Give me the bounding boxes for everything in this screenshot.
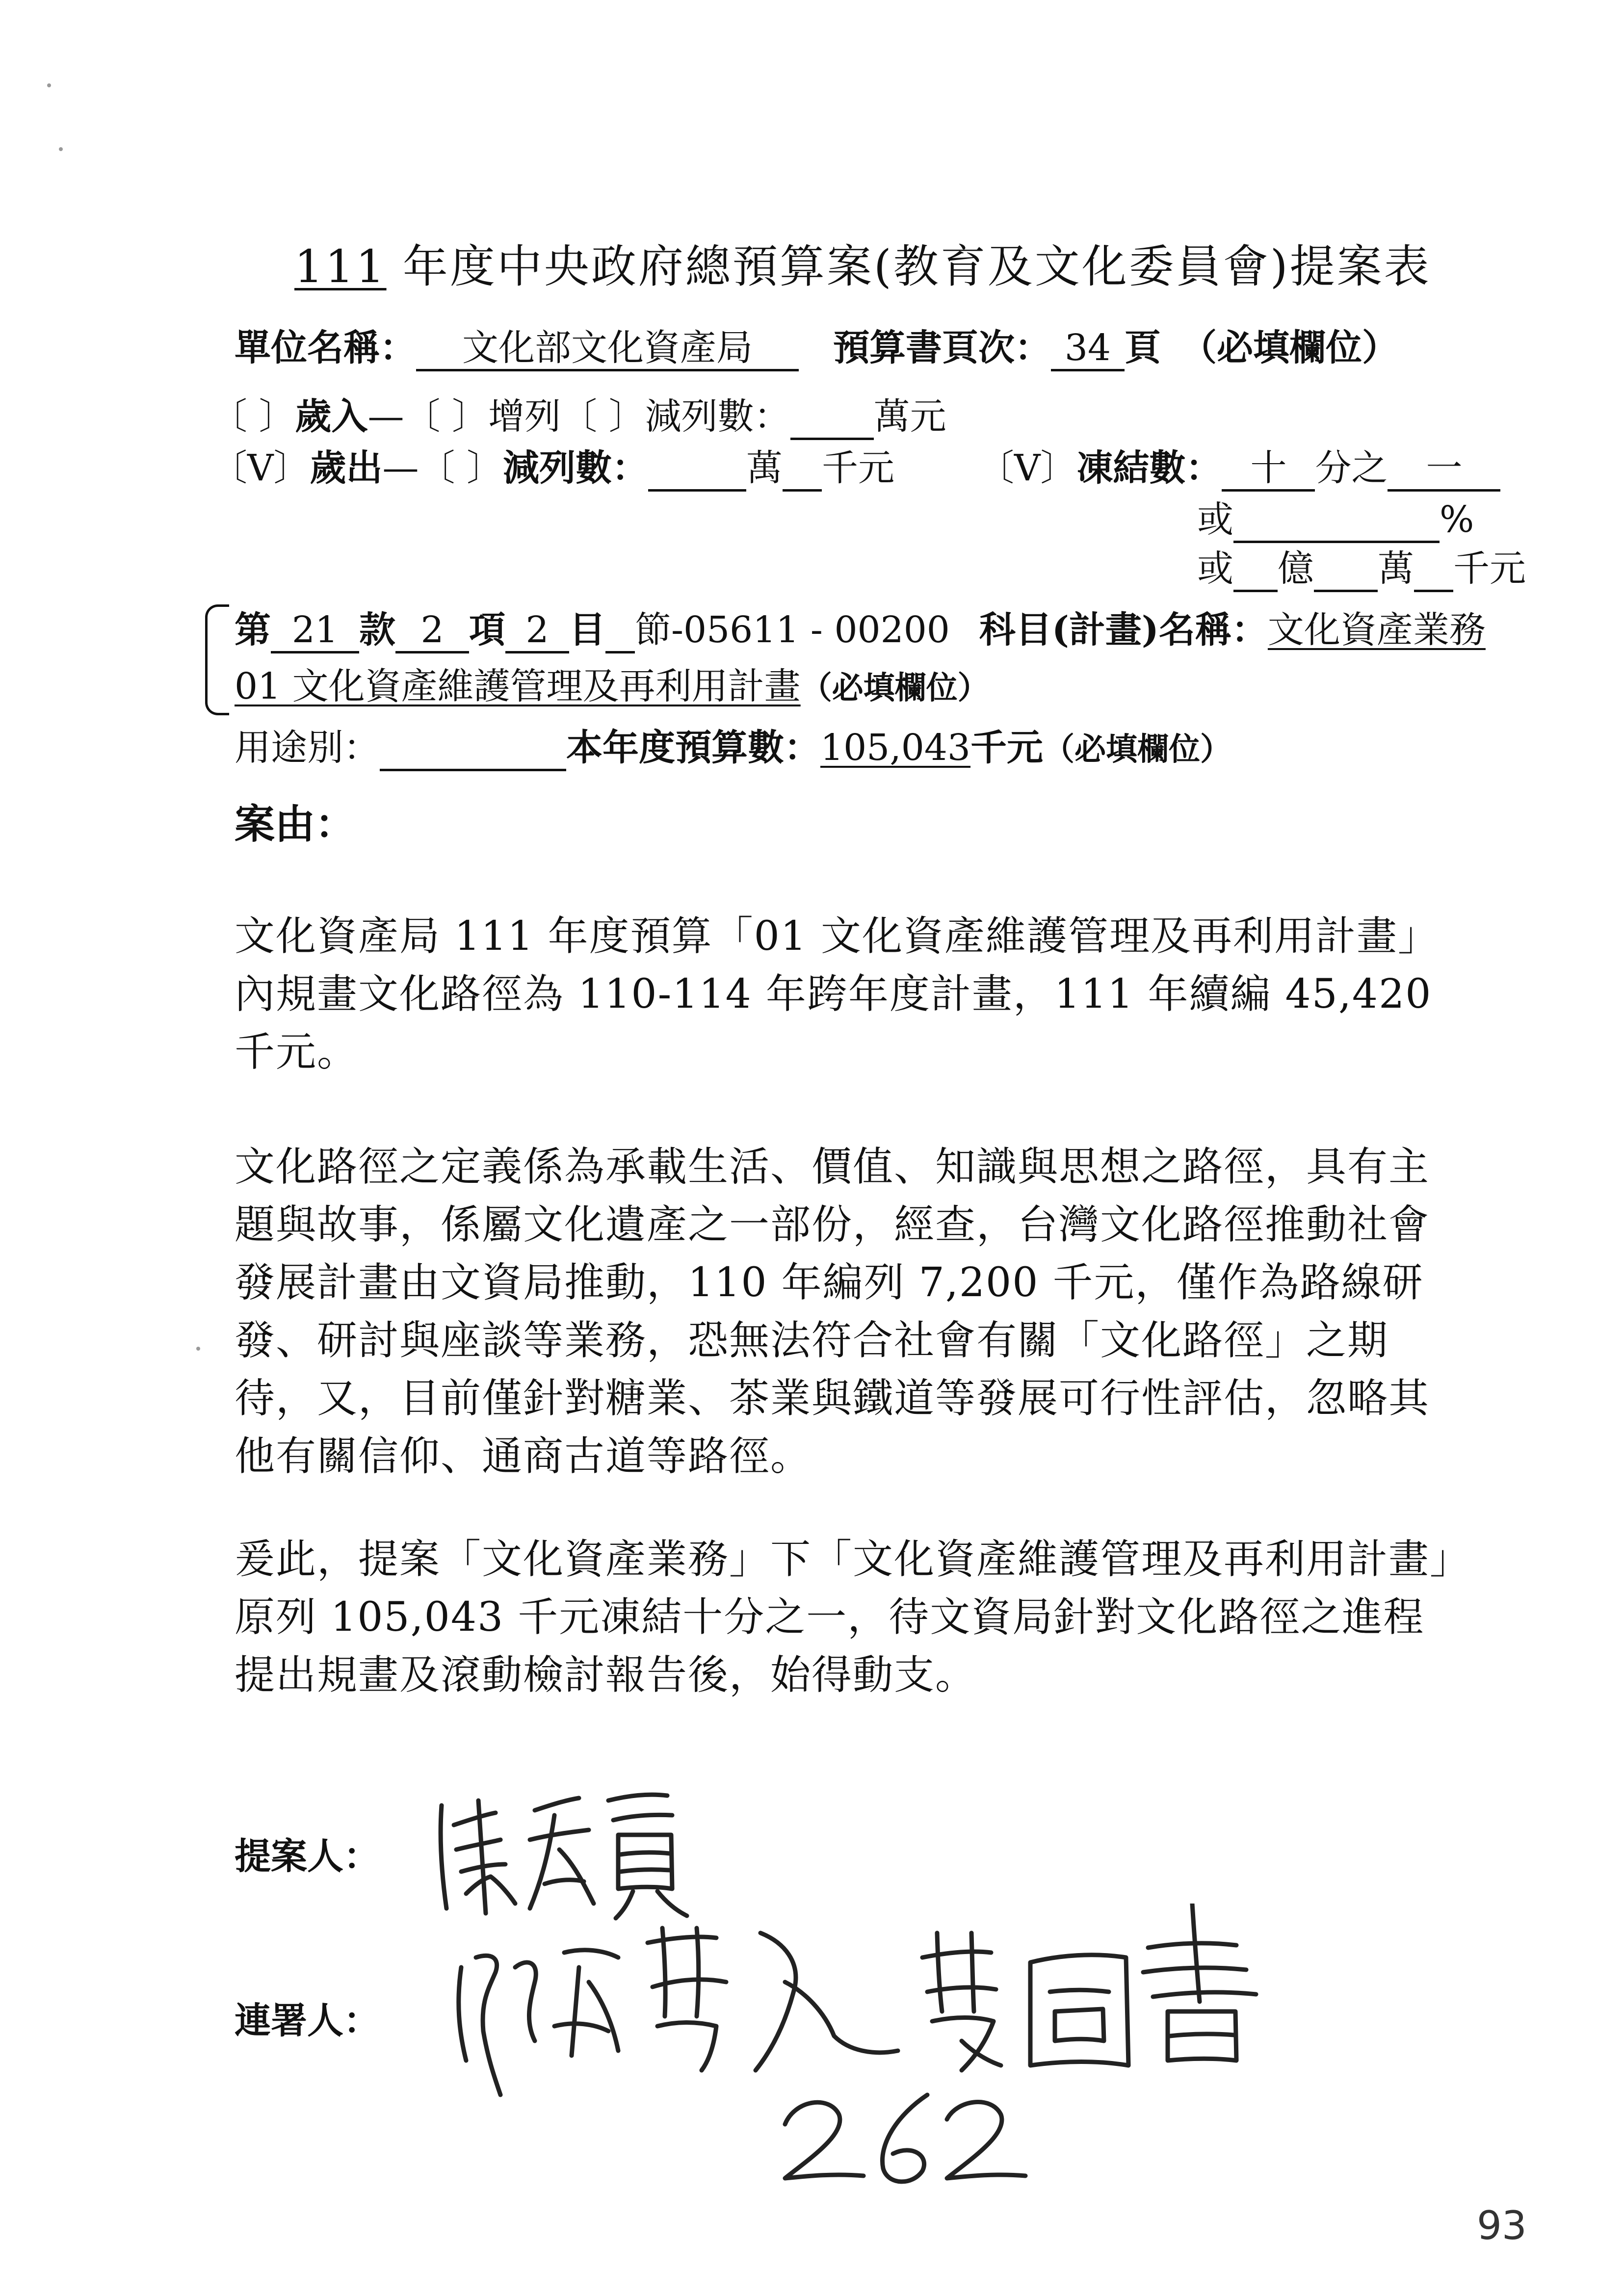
reason-paragraph-2: 文化路徑之定義係為承載生活、價值、知識與思想之路徑，具有主題與故事，係屬文化遺產之一部份，經查，台灣文化路徑推動社會發展計畫由文資局推動，110 年編列 7,200 千元，僅作為路線研發、研討與座談等業務，恐無法符合社會有關「文化路徑」之期待，又，目前僅針對糖業、茶業與鐵道等發展可行性評估，忽略其他有關信仰、通商古道等路徑。 bbox=[235, 1144, 1430, 1480]
usage-blank bbox=[380, 727, 566, 771]
or-amount-or: 或 bbox=[1197, 548, 1233, 590]
expense-row bbox=[211, 439, 1500, 492]
subject-name-label: 科目(計畫)名稱： bbox=[979, 609, 1268, 651]
plan-name: 01 文化資產維護管理及再利用計畫 bbox=[235, 665, 801, 707]
xiang-number: 2 bbox=[395, 609, 469, 653]
freeze-label: 凍結數： bbox=[1076, 447, 1222, 489]
or-amount-yi: 億 bbox=[1278, 548, 1314, 590]
or-amount-yi-blank bbox=[1233, 548, 1278, 592]
subject-xiang: 項 bbox=[469, 609, 505, 651]
or-percent-sign: % bbox=[1440, 498, 1474, 541]
or-amount-row bbox=[1197, 540, 1526, 592]
subject-jie: 節-05611 - 00200 bbox=[635, 609, 950, 651]
usage-label: 用途別： bbox=[235, 727, 380, 769]
proposer-signature bbox=[432, 1786, 707, 1923]
page-suffix: 頁 bbox=[1125, 327, 1161, 369]
reason-paragraph-1: 文化資產局 111 年度預算「01 文化資產維護管理及再利用計畫」內規畫文化路徑為 110-114 年跨年度計畫，111 年續編 45,420 千元。 bbox=[235, 913, 1440, 1075]
budget-unit: 千元 bbox=[970, 727, 1044, 769]
proposer-label: 提案人： bbox=[235, 1835, 380, 1878]
expense-qian-blank bbox=[783, 447, 822, 492]
revenue-reduce-blank bbox=[790, 396, 874, 440]
expense-qianyuan: 千元 bbox=[821, 447, 894, 489]
unit-label: 單位名稱： bbox=[235, 327, 416, 369]
form-title bbox=[294, 231, 1431, 295]
or-amount-wan: 萬 bbox=[1378, 548, 1414, 590]
expense-wan: 萬 bbox=[746, 447, 783, 489]
subject-mu: 目 bbox=[569, 609, 605, 651]
or-amount-qian-blank bbox=[1414, 548, 1453, 592]
expense-dash: — bbox=[382, 447, 419, 489]
page-value: 34 bbox=[1051, 327, 1125, 371]
subject-kuan: 款 bbox=[359, 609, 395, 651]
handwritten-number bbox=[765, 2080, 1030, 2193]
revenue-row bbox=[211, 388, 946, 440]
page-number: 93 bbox=[1477, 2203, 1527, 2248]
plan-row bbox=[235, 657, 989, 709]
cosigner-label: 連署人： bbox=[235, 2000, 380, 2042]
expense-check: 〔V〕 bbox=[211, 447, 310, 489]
cosigner-signature bbox=[442, 1904, 1315, 2110]
expense-wan-blank bbox=[648, 447, 746, 492]
title-text: 年度中央政府總預算案(教育及文化委員會)提案表 bbox=[386, 240, 1431, 293]
revenue-reduce-check: 〔 〕 bbox=[561, 395, 645, 438]
revenue-dash: — bbox=[367, 395, 404, 438]
title-year: 111 bbox=[294, 240, 387, 293]
scan-speck bbox=[59, 147, 63, 151]
revenue-unit: 萬元 bbox=[873, 395, 946, 438]
revenue-reduce: 減列數： bbox=[645, 395, 790, 438]
reason-paragraph-3: 爰此，提案「文化資產業務」下「文化資產維護管理及再利用計畫」原列 105,043 千元凍結十分之一，待文資局針對文化路徑之進程提出規畫及滾動檢討報告後，始得動支。 bbox=[235, 1536, 1451, 1698]
kuan-number: 21 bbox=[271, 609, 359, 653]
unit-value: 文化部文化資產局 bbox=[416, 327, 799, 371]
freeze-num1: 十 bbox=[1222, 447, 1315, 492]
budget-value: 105,043 bbox=[820, 727, 971, 769]
subject-row bbox=[235, 601, 1486, 653]
freeze-mid: 分之 bbox=[1315, 447, 1388, 489]
or-percent-blank bbox=[1233, 499, 1440, 543]
subject-di: 第 bbox=[235, 609, 271, 651]
expense-reduce: 減列數： bbox=[502, 447, 648, 489]
usage-required: （必填欄位） bbox=[1043, 731, 1232, 768]
revenue-add: 增列 bbox=[488, 395, 561, 438]
unit-row bbox=[235, 319, 1398, 371]
or-amount-qianyuan: 千元 bbox=[1453, 548, 1526, 590]
revenue-check: 〔 〕 bbox=[211, 395, 295, 438]
plan-required: （必填欄位） bbox=[800, 670, 989, 706]
freeze-check: 〔V〕 bbox=[977, 447, 1077, 489]
subject-name-value: 文化資產業務 bbox=[1267, 609, 1486, 651]
jie-blank bbox=[605, 609, 635, 653]
page-label: 預算書頁次： bbox=[833, 327, 1051, 369]
expense-label: 歲出 bbox=[310, 447, 383, 489]
freeze-num2: 一 bbox=[1388, 447, 1500, 492]
or-percent-or: 或 bbox=[1197, 498, 1233, 541]
revenue-label: 歲入 bbox=[295, 395, 368, 438]
or-amount-wan-blank bbox=[1314, 548, 1378, 592]
expense-reduce-check: 〔 〕 bbox=[419, 447, 503, 489]
budget-label: 本年度預算數： bbox=[566, 727, 820, 769]
unit-required: （必填欄位） bbox=[1180, 327, 1398, 369]
revenue-add-check: 〔 〕 bbox=[404, 395, 489, 438]
usage-row bbox=[235, 719, 1231, 771]
scan-speck bbox=[196, 1347, 200, 1351]
reason-label: 案由： bbox=[235, 801, 356, 848]
subject-bracket bbox=[205, 604, 229, 715]
mu-number: 2 bbox=[505, 609, 569, 653]
or-percent-row bbox=[1197, 491, 1474, 543]
scan-speck bbox=[47, 83, 51, 87]
